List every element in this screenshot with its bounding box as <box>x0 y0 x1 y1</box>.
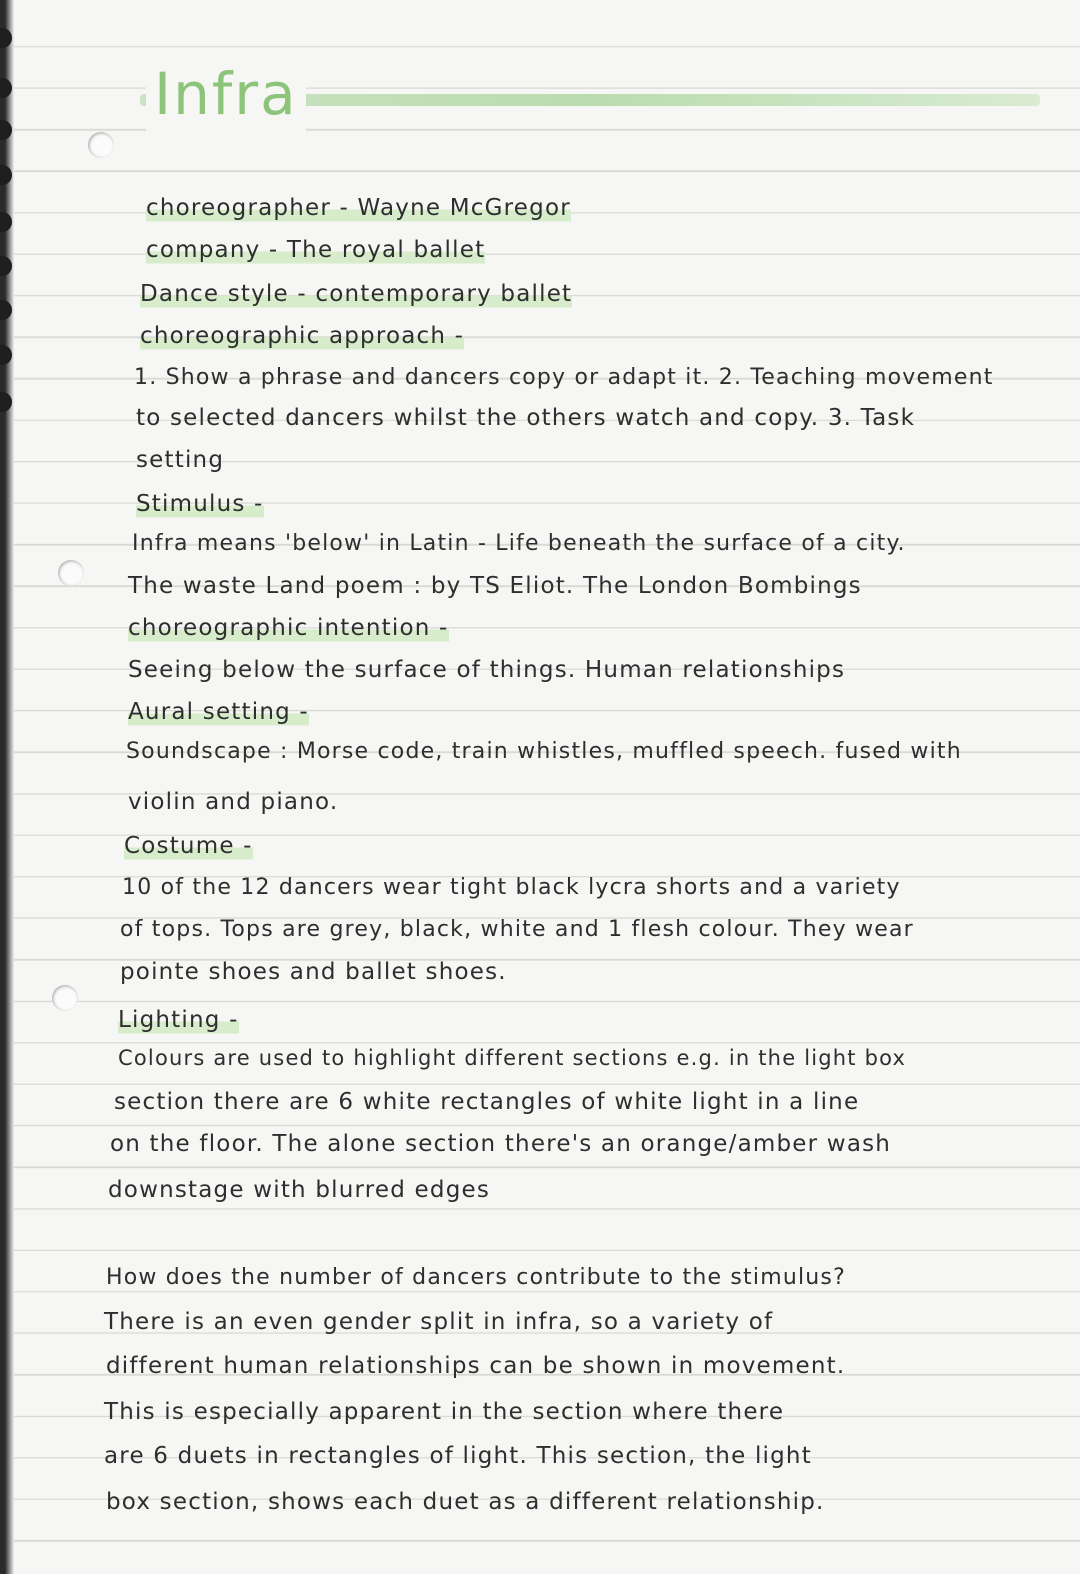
note-line: different human relationships can be shown in movement. <box>106 1353 846 1379</box>
title-banner <box>140 56 1040 136</box>
note-line: Colours are used to highlight different sections e.g. in the light box <box>118 1046 907 1070</box>
note-line: Stimulus - <box>136 488 264 520</box>
punch-hole <box>88 132 114 158</box>
note-line: Seeing below the surface of things. Human relationships <box>128 657 846 683</box>
note-line: pointe shoes and ballet shoes. <box>120 959 507 985</box>
note-line: setting <box>136 447 225 473</box>
note-line: on the floor. The alone section there's an orange/amber wash <box>110 1131 892 1157</box>
note-line: Aural setting - <box>128 696 309 728</box>
note-line: section there are 6 white rectangles of white light in a line <box>114 1089 860 1115</box>
note-line: choreographic intention - <box>128 612 449 644</box>
note-line: to selected dancers whilst the others watch and copy. 3. Task <box>136 405 916 431</box>
note-line: violin and piano. <box>128 789 339 815</box>
note-line: of tops. Tops are grey, black, white and 1 flesh colour. They wear <box>120 917 914 942</box>
note-line: company - The royal ballet <box>146 234 485 266</box>
note-line: Dance style - contemporary ballet <box>140 278 572 310</box>
note-line: There is an even gender split in infra, so a variety of <box>104 1309 774 1335</box>
note-line: The waste Land poem : by TS Eliot. The London Bombings <box>128 573 862 599</box>
note-line: choreographer - Wayne McGregor <box>146 192 571 224</box>
note-line: downstage with blurred edges <box>108 1177 491 1203</box>
punch-hole <box>58 560 84 586</box>
page-title: Infra <box>146 56 306 132</box>
note-line: Costume - <box>124 830 253 862</box>
notebook-binding <box>0 0 14 1574</box>
note-line: This is especially apparent in the section where there <box>104 1399 785 1425</box>
note-line: are 6 duets in rectangles of light. This section, the light <box>104 1443 812 1469</box>
note-line: Lighting - <box>118 1004 239 1036</box>
punch-hole <box>52 985 78 1011</box>
note-line: 10 of the 12 dancers wear tight black lycra shorts and a variety <box>122 875 901 900</box>
note-line: How does the number of dancers contribute to the stimulus? <box>106 1265 846 1290</box>
note-line: Soundscape : Morse code, train whistles, muffled speech. fused with <box>126 739 962 764</box>
note-line: box section, shows each duet as a different relationship. <box>106 1489 825 1515</box>
note-line: 1. Show a phrase and dancers copy or adapt it. 2. Teaching movement <box>134 365 994 390</box>
note-line: choreographic approach - <box>140 320 464 352</box>
note-line: Infra means 'below' in Latin - Life beneath the surface of a city. <box>132 531 906 556</box>
